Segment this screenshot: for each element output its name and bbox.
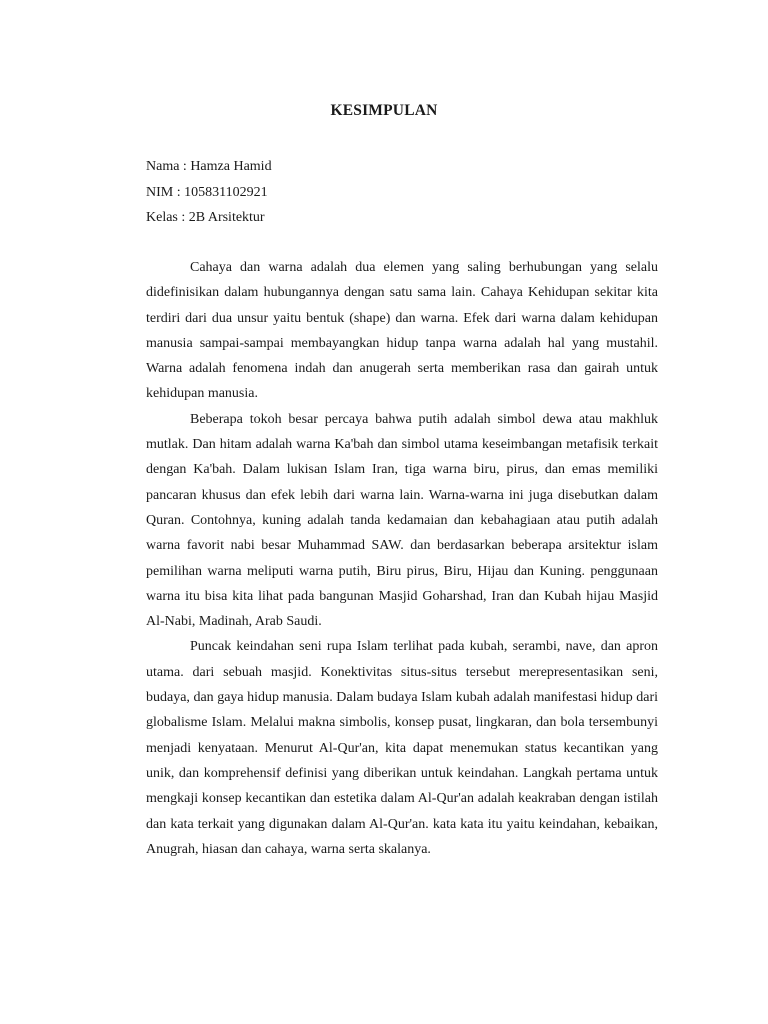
paragraph-2: Beberapa tokoh besar percaya bahwa putih adalah simbol dewa atau makhluk mutlak. Dan hitam adalah warna Ka'bah dan simbol utama keseimbangan metafisik terkait dengan Ka'bah. Dalam lukisan Islam Iran, tiga warna biru, pirus, dan emas memiliki pancaran khusus dan efek lebih dari warna lain. Warna-warna ini juga disebutkan dalam Quran. Contohnya, kuning adalah tanda kedamaian dan kebahagiaan atau putih adalah warna favorit nabi besar Muhammad SAW. dan berdasarkan beberapa arsitektur islam pemilihan warna meliputi warna putih, Biru pirus, Biru, Hijau dan Kuning. penggunaan warna itu bisa kita lihat pada bangunan Masjid Goharshad, Iran dan Kubah hijau Masjid Al-Nabi, Madinah, Arab Saudi. — [146, 411, 658, 630]
author-info — [146, 154, 666, 231]
paragraph-1: Cahaya dan warna adalah dua elemen yang saling berhubungan yang selalu didefinisikan dalam hubungannya dengan satu sama lain. Cahaya Kehidupan sekitar kita terdiri dari dua unsur yaitu bentuk (shape) dan warna. Efek dari warna dalam kehidupan manusia sampai-sampai membayangkan hidup tanpa warna adalah hal yang mustahil. Warna adalah fenomena indah dan anugerah serta memberikan rasa dan gairah untuk kehidupan manusia. — [146, 260, 658, 402]
document-title: KESIMPULAN — [330, 102, 438, 119]
paragraph-3: Puncak keindahan seni rupa Islam terlihat pada kubah, serambi, nave, dan apron utama. dari sebuah masjid. Konektivitas situs-situs tersebut merepresentasikan seni, budaya, dan gaya hidup manusia. Dalam budaya Islam kubah adalah manifestasi hidup dari globalisme Islam. Melalui makna simbolis, konsep pusat, lingkaran, dan bola tersembunyi menjadi kenyataan. Menurut Al-Qur'an, kita dapat menemukan status kecantikan yang unik, dan komprehensif definisi yang diberikan untuk keindahan. Langkah pertama untuk mengkaji konsep kecantikan dan estetika dalam Al-Qur'an adalah keakraban dengan istilah dan kata terkait yang digunakan dalam Al-Qur'an. kata kata itu yaitu keindahan, kebaikan, Anugrah, hiasan dan cahaya, warna serta skalanya. — [146, 639, 658, 857]
class-info: Kelas : 2B Arsitektur — [146, 210, 265, 225]
document-body — [146, 255, 658, 862]
student-id: NIM : 105831102921 — [146, 184, 268, 200]
author-name: Nama : Hamza Hamid — [146, 159, 272, 174]
